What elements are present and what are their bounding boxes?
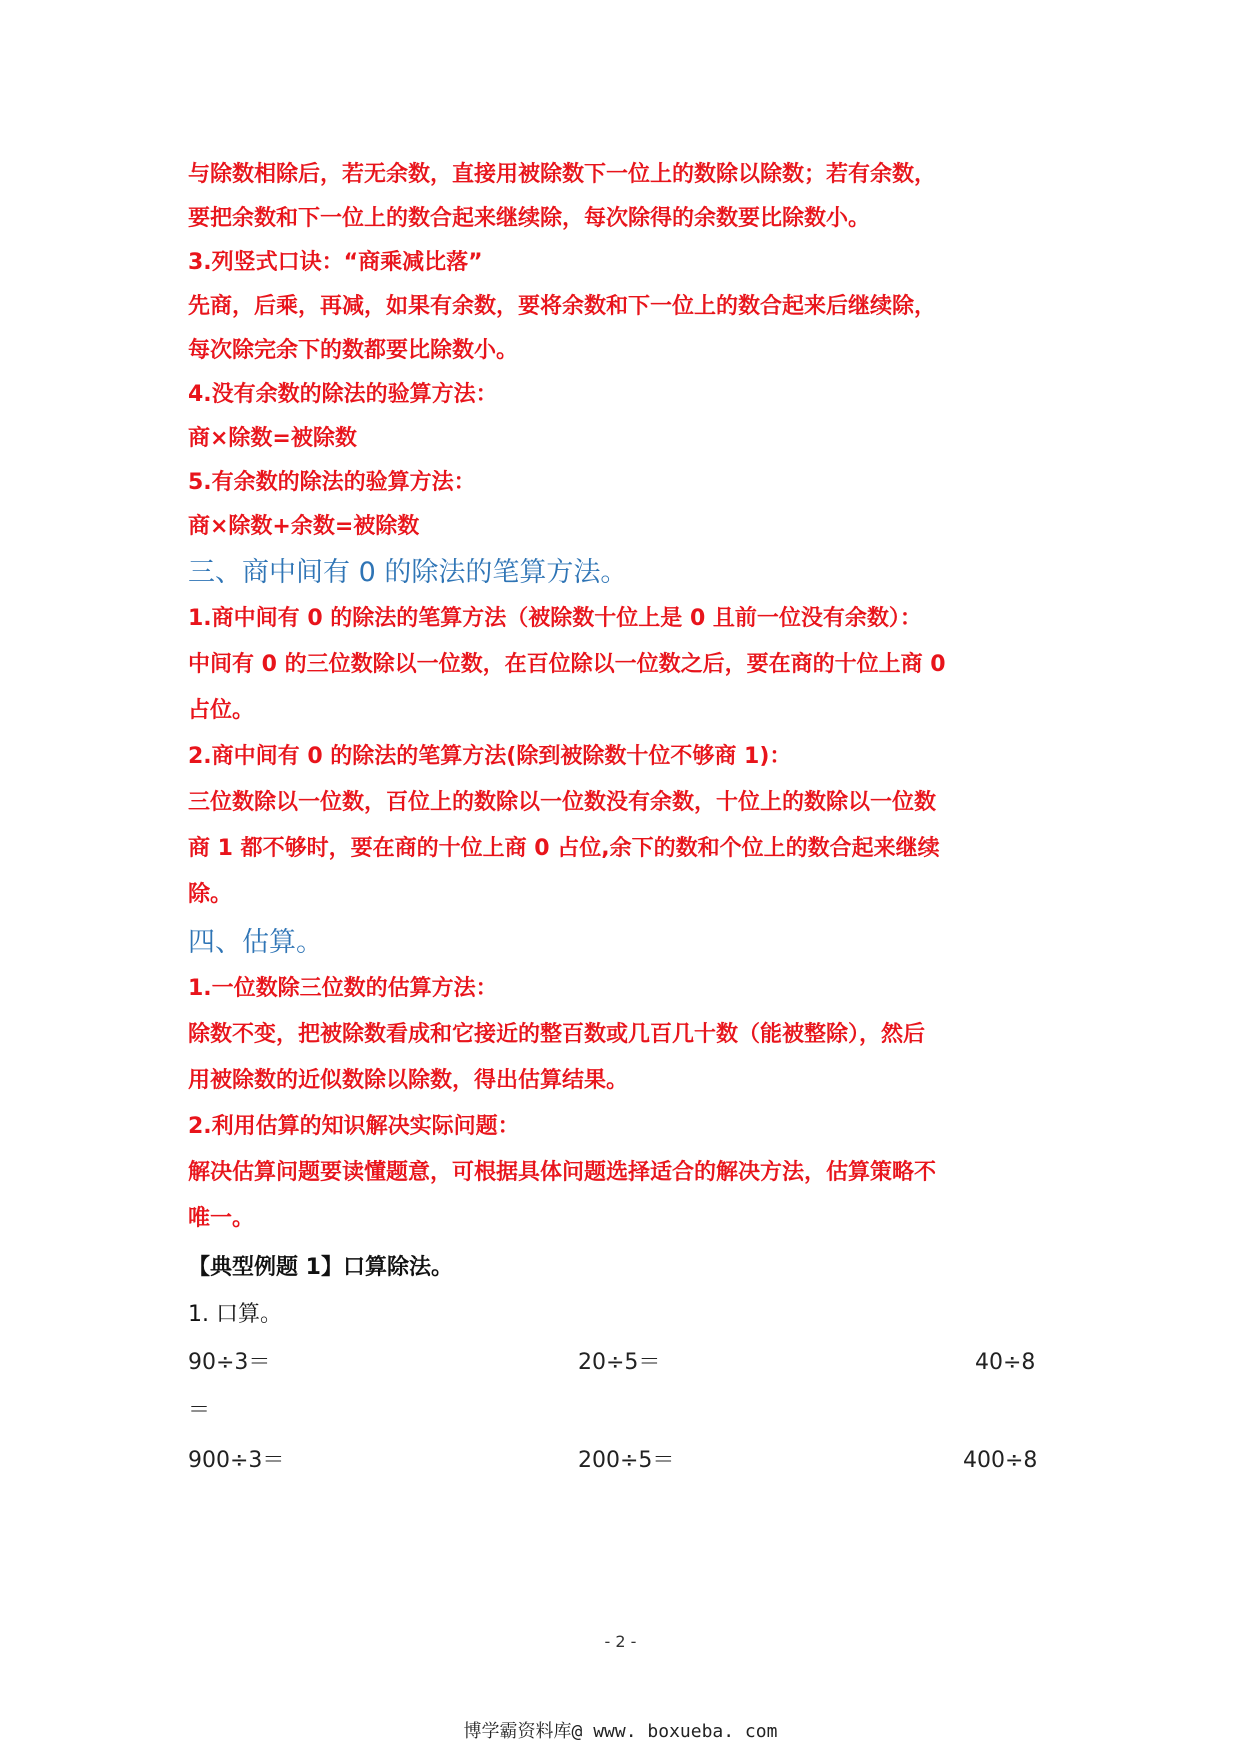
calc-item: 900÷3＝	[188, 1448, 285, 1473]
text-line: 3.列竖式口诀：“商乘减比落”	[188, 250, 483, 275]
text-line: 除。	[188, 882, 233, 907]
section-heading: 三、商中间有 0 的除法的笔算方法。	[188, 557, 628, 588]
footer-watermark: 博学霸资料库@ www. boxueba. com	[463, 1721, 778, 1742]
text-line: 中间有 0 的三位数除以一位数，在百位除以一位数之后，要在商的十位上商 0	[188, 652, 946, 677]
text-line: 2.商中间有 0 的除法的笔算方法(除到被除数十位不够商 1)：	[188, 744, 792, 769]
text-line: 用被除数的近似数除以除数，得出估算结果。	[188, 1068, 629, 1093]
calc-item: 20÷5＝	[578, 1350, 661, 1375]
example-title: 【典型例题 1】口算除法。	[188, 1255, 453, 1280]
text-line: 占位。	[188, 698, 255, 723]
text-line: 商 1 都不够时，要在商的十位上商 0 占位,余下的数和个位上的数合起来继续	[188, 836, 940, 861]
text-line: 解决估算问题要读懂题意，可根据具体问题选择适合的解决方法，估算策略不	[188, 1160, 937, 1185]
text-line: 5.有余数的除法的验算方法：	[188, 470, 476, 495]
calc-item: 400÷8	[963, 1448, 1038, 1473]
text-line: 4.没有余数的除法的验算方法：	[188, 382, 498, 407]
text-line: 与除数相除后，若无余数，直接用被除数下一位上的数除以除数；若有余数，	[188, 162, 937, 187]
text-line: 1.商中间有 0 的除法的笔算方法（被除数十位上是 0 且前一位没有余数）：	[188, 606, 922, 631]
text-line: 唯一。	[188, 1206, 255, 1231]
calc-item-continuation: ＝	[188, 1398, 211, 1423]
text-line: 除数不变，把被除数看成和它接近的整百数或几百几十数（能被整除），然后	[188, 1022, 926, 1047]
text-line: 要把余数和下一位上的数合起来继续除，每次除得的余数要比除数小。	[188, 206, 871, 231]
text-line: 2.利用估算的知识解决实际问题：	[188, 1114, 520, 1139]
calc-item: 90÷3＝	[188, 1350, 271, 1375]
page-number: - 2 -	[604, 1632, 637, 1651]
text-line: 先商，后乘，再减，如果有余数，要将余数和下一位上的数合起来后继续除，	[188, 294, 937, 319]
example-subtitle: 1. 口算。	[188, 1302, 282, 1327]
text-line: 每次除完余下的数都要比除数小。	[188, 338, 519, 363]
text-line: 1.一位数除三位数的估算方法：	[188, 976, 498, 1001]
calc-item: 200÷5＝	[578, 1448, 675, 1473]
section-heading: 四、估算。	[188, 927, 323, 958]
calc-item: 40÷8	[975, 1350, 1036, 1375]
text-line: 商×除数=被除数	[188, 426, 357, 451]
text-line: 商×除数+余数=被除数	[188, 514, 420, 539]
text-line: 三位数除以一位数，百位上的数除以一位数没有余数，十位上的数除以一位数	[188, 790, 937, 815]
